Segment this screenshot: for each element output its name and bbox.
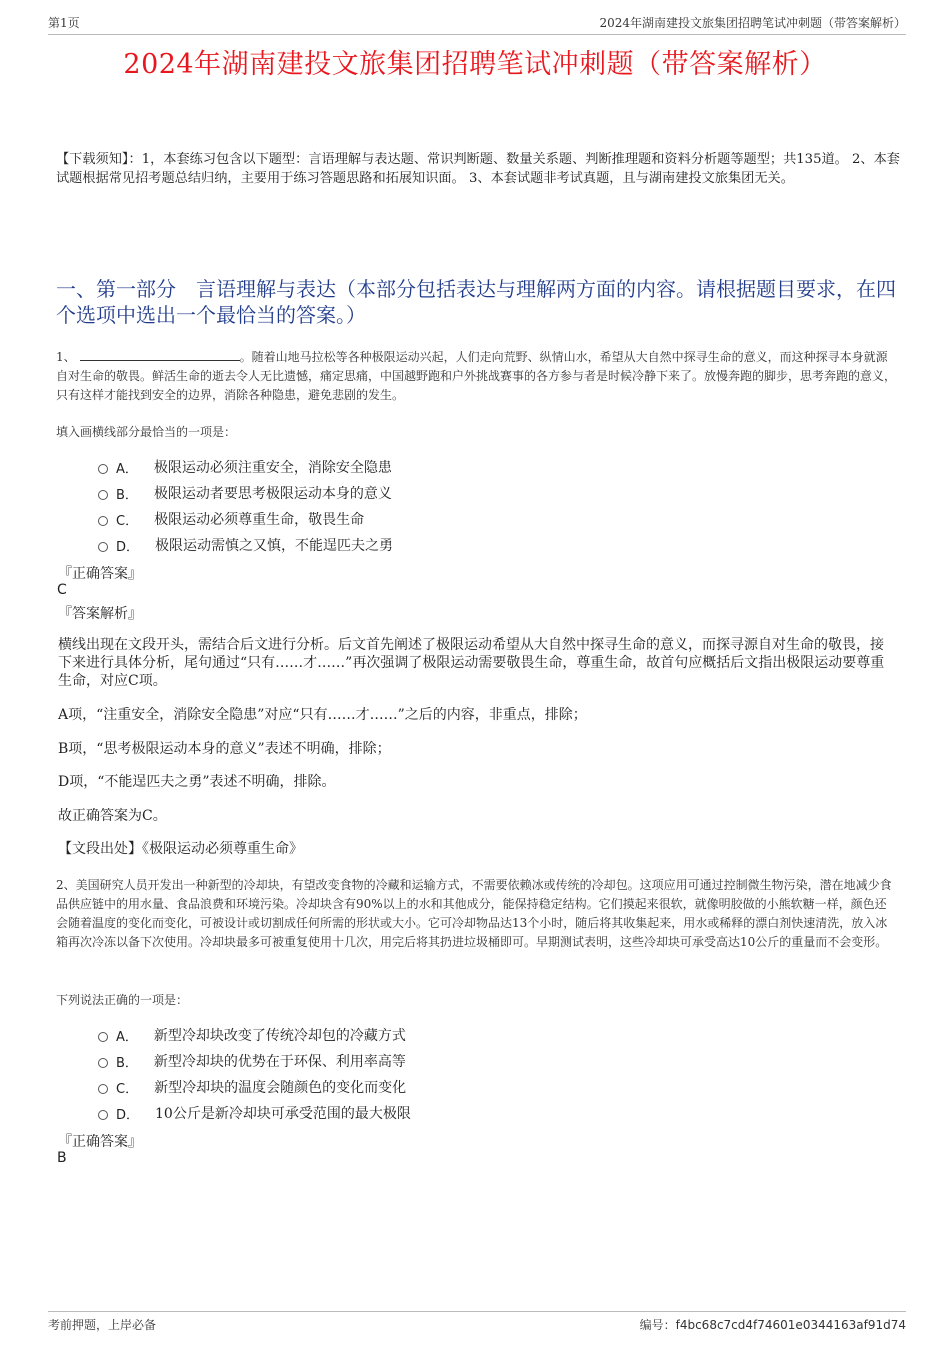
- radio-button[interactable]: [98, 516, 108, 526]
- radio-button[interactable]: [98, 1058, 108, 1068]
- radio-button[interactable]: [98, 1110, 108, 1120]
- option-d[interactable]: D． 极限运动需慎之又慎，不能逞匹夫之勇: [98, 535, 393, 555]
- header-doc-title: 2024年湖南建投文旅集团招聘笔试冲刺题（带答案解析）: [599, 16, 906, 30]
- analysis-paragraph: A项，“注重安全，消除安全隐患”对应“只有……才……”之后的内容，非重点，排除；: [58, 707, 587, 723]
- footer-code: [640, 1316, 906, 1333]
- option-b[interactable]: B． 极限运动者要思考极限运动本身的意义: [98, 483, 392, 503]
- radio-button[interactable]: [98, 1032, 108, 1042]
- page-number: 第1页: [48, 16, 80, 30]
- analysis-paragraph: B项，“思考极限运动本身的意义”表述不明确，排除；: [58, 741, 391, 757]
- radio-button[interactable]: [98, 464, 108, 474]
- answer-value: C: [57, 582, 67, 598]
- option-d[interactable]: D． 10公斤是新冷却块可承受范围的最大极限: [98, 1103, 411, 1123]
- code-value: f4bc68c7cd4f74601e0344163af91d74: [675, 1318, 906, 1332]
- option-b[interactable]: B． 新型冷却块的优势在于环保、利用率高等: [98, 1051, 406, 1071]
- option-c[interactable]: C． 极限运动必须尊重生命，敬畏生命: [98, 509, 364, 529]
- page-header: [48, 14, 906, 35]
- question-prompt: 下列说法正确的一项是：: [56, 993, 189, 1007]
- question-2: [56, 876, 898, 952]
- source-note: 【文段出处】《极限运动必须尊重生命》: [58, 841, 303, 857]
- option-a[interactable]: A． 新型冷却块改变了传统冷却包的冷藏方式: [98, 1025, 406, 1045]
- download-notice: 【下载须知】：1，本套练习包含以下题型：言语理解与表达题、常识判断题、数量关系题、判断推理题和资料分析题等题型；共135道。 2、本套试题根据常见招考题总结归纳，主要用于练习答题思路和拓展知识面。 3、本套试题非考试真题，且与湖南建投文旅集团无关。: [56, 152, 900, 186]
- answer-label: 『正确答案』: [58, 566, 142, 582]
- fill-blank: [80, 348, 240, 361]
- page-footer: [48, 1311, 906, 1332]
- question-prompt: 填入画横线部分最恰当的一项是：: [56, 425, 237, 439]
- document-title: 2024年湖南建投文旅集团招聘笔试冲刺题（带答案解析）: [123, 49, 827, 80]
- radio-button[interactable]: [98, 490, 108, 500]
- analysis-paragraph: 故正确答案为C。: [58, 808, 167, 824]
- code-label: 编号：: [639, 1318, 676, 1332]
- question-number: 2、: [56, 878, 76, 892]
- question-text: 。随着山地马拉松等各种极限运动兴起，人们走向荒野、纵情山水，希望从大自然中探寻生命的意义，而这种探寻本身就源自对生命的敬畏。鲜活生命的逝去令人无比遗憾，痛定思痛，中国越野跑和户外挑战赛事的各方参与者是时候冷静下来了。放慢奔跑的脚步，思考奔跑的意义，只有这样才能找到安全的边界，消除各种隐患，避免悲剧的发生。: [56, 350, 897, 402]
- radio-button[interactable]: [98, 1084, 108, 1094]
- question-number: 1、: [56, 350, 76, 364]
- footer-slogan: 考前押题，上岸必备: [48, 1318, 157, 1332]
- analysis-paragraph: D项，“不能逞匹夫之勇”表述不明确，排除。: [58, 774, 336, 790]
- question-1: [56, 348, 898, 405]
- radio-button[interactable]: [98, 542, 108, 552]
- option-a[interactable]: A． 极限运动必须注重安全，消除安全隐患: [98, 457, 392, 477]
- question-text: 美国研究人员开发出一种新型的冷却块，有望改变食物的冷藏和运输方式，不需要依赖冰或传统的冷却包。这项应用可通过控制微生物污染，潜在地减少食品供应链中的用水量、食品浪费和环境污染。冷却块含有90%以上的水和其他成分，能保持稳定结构。它们摸起来很软，就像明胶做的小熊软糖一样，颜色还会随着温度的变化而变化，可被设计或切割成任何所需的形状或大小。它可冷却物品达13个小时，随后将其收集起来，用水或稀释的漂白剂快速清洗，放入冰箱再次冷冻以备下次使用。冷却块最多可被重复使用十几次，用完后将其扔进垃圾桶即可。早期测试表明，这些冷却块可承受高达10公斤的重量而不会变形。: [56, 878, 892, 949]
- option-c[interactable]: C． 新型冷却块的温度会随颜色的变化而变化: [98, 1077, 406, 1097]
- answer-value: B: [57, 1150, 67, 1166]
- answer-label: 『正确答案』: [58, 1134, 142, 1150]
- analysis-label: 『答案解析』: [58, 606, 142, 622]
- section-heading: 一、第一部分 言语理解与表达（本部分包括表达与理解两方面的内容。请根据题目要求，在四个选项中选出一个最恰当的答案。）: [56, 277, 896, 327]
- analysis-paragraph: 横线出现在文段开头，需结合后文进行分析。后文首先阐述了极限运动希望从大自然中探寻生命的意义，而探寻源自对生命的敬畏，接下来进行具体分析，尾句通过“只有……才……”再次强调了极限运动需要敬畏生命，尊重生命，故首句应概括后文指出极限运动要尊重生命，对应C项。: [58, 637, 885, 689]
